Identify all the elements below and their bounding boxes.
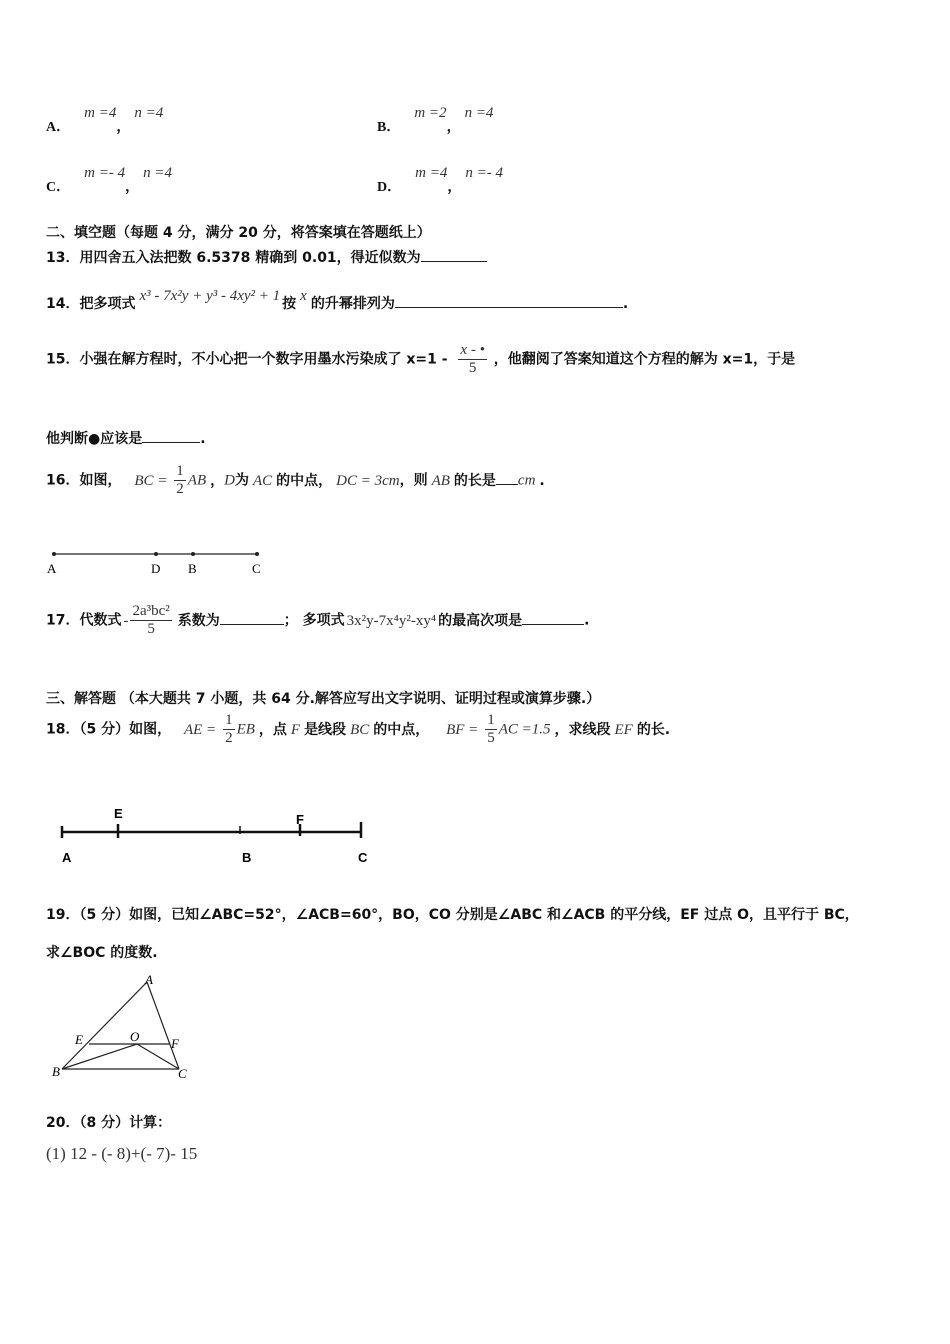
label-c: C [358, 850, 368, 865]
question-17-frac-num: 2a³bc² [132, 603, 170, 619]
section-2-heading: 二、填空题（每题 4 分，满分 20 分，将答案填在答题纸上） [46, 225, 431, 241]
question-18-lhs2: BF = [446, 721, 479, 738]
question-17-t2: ； 多项式 [283, 612, 345, 629]
question-17-minus: - [123, 612, 129, 629]
label-e: E [75, 1032, 83, 1047]
question-14-mid: 按 [282, 296, 297, 312]
option-b-sep: ， [446, 119, 461, 135]
question-18-prefix: 18．（5 分）如图， [46, 721, 172, 738]
question-16-t4: ，则 [399, 472, 428, 489]
question-15-fraction [458, 342, 486, 377]
question-16-frac-num: 1 [176, 463, 184, 479]
label-c: C [178, 1066, 187, 1081]
question-16-t2: 为 [234, 472, 249, 489]
segment-bo [62, 1044, 137, 1069]
question-15-prefix: 15．小强在解方程时，不小心把一个数字用墨水污染成了 x=1 - [46, 351, 448, 368]
question-16-fraction [174, 463, 186, 498]
question-18-frac1-num: 1 [225, 712, 233, 728]
question-17-t1: 系数为 [177, 612, 220, 629]
question-16-d: D [224, 472, 235, 489]
question-18-frac2-den: 5 [487, 730, 495, 746]
question-15-frac-num: x - • [460, 342, 485, 358]
label-d: D [151, 561, 161, 576]
answer-blank-14[interactable] [395, 293, 623, 308]
question-18-fraction-1 [223, 712, 235, 747]
label-a: A [145, 972, 153, 987]
side-ac [147, 982, 179, 1069]
question-18-t4: ，求线段 [554, 721, 611, 738]
question-18-t2: 是线段 [304, 721, 347, 738]
question-16-ac: AC [252, 472, 273, 489]
question-20-heading: 20．（8 分）计算： [46, 1115, 172, 1131]
question-17-end: . [584, 612, 590, 629]
question-18-rhs: EB [236, 721, 255, 738]
question-18-t5: 的长. [636, 721, 671, 738]
point-c [255, 552, 259, 556]
answer-blank-15[interactable] [142, 428, 200, 443]
question-15-line2-end: . [200, 431, 206, 447]
option-c-letter: C． [46, 180, 71, 195]
label-o: O [130, 1029, 140, 1044]
question-18-frac1-den: 2 [225, 730, 233, 746]
label-c: C [252, 561, 261, 576]
question-16-dc: DC = 3cm [336, 472, 400, 489]
question-17-frac-den: 5 [147, 621, 155, 637]
question-16-end: . [539, 472, 545, 489]
question-15-frac-den: 5 [468, 360, 477, 376]
question-16-t1: ， [210, 472, 225, 489]
question-18-f: F [290, 721, 301, 738]
label-b: B [242, 850, 252, 865]
question-16-t3: 的中点， [276, 472, 333, 489]
option-a-n: n =4 [134, 105, 164, 121]
question-20-expr: (1) 12 - (- 8)+(- 7)- 15 [46, 1144, 198, 1163]
question-14-prefix: 14．把多项式 [46, 296, 136, 312]
label-e: E [114, 806, 123, 821]
option-c [46, 162, 172, 195]
figure-18-segment [52, 800, 382, 870]
answer-blank-17a[interactable] [220, 610, 284, 625]
question-16-lhs: BC = [134, 472, 168, 489]
section-3-heading: 三、解答题 （本大题共 7 小题，共 64 分.解答应写出文字说明、证明过程或演算步骤.） [46, 691, 601, 707]
option-d-n: n =- 4 [465, 165, 503, 181]
question-19-line2: 求∠BOC 的度数. [46, 945, 158, 961]
question-18-lhs: AE = [183, 721, 217, 738]
question-18-fraction-2 [485, 712, 497, 747]
question-14-var: x [300, 288, 307, 304]
side-ab [62, 982, 147, 1069]
question-15-line2 [46, 428, 206, 448]
label-a: A [47, 561, 57, 576]
option-b-m: m =2 [414, 105, 447, 121]
point-d [154, 552, 158, 556]
answer-blank-17b[interactable] [522, 610, 584, 625]
question-14-end: . [622, 296, 629, 312]
option-b-n: n =4 [464, 105, 494, 121]
option-a-m: m =4 [84, 105, 117, 121]
question-17-t3: 的最高次项是 [438, 612, 523, 629]
label-f: F [296, 812, 304, 827]
question-13-text: 13．用四舍五入法把数 6.5378 精确到 0.01，得近似数为 [46, 250, 421, 266]
label-b: B [188, 561, 197, 576]
label-f: F [171, 1036, 179, 1051]
question-16-rhs: AB [187, 472, 207, 489]
question-16-unit: cm [517, 472, 536, 489]
figure-19-triangle [44, 970, 204, 1090]
option-a-letter: A． [46, 120, 71, 135]
question-18-ef: EF [614, 721, 633, 738]
option-d-letter: D． [377, 180, 402, 195]
question-18-rhs2: AC =1.5 [498, 721, 551, 738]
option-d-sep: ， [447, 179, 462, 195]
label-b: B [52, 1064, 60, 1079]
question-18-t3: 的中点， [373, 721, 430, 738]
option-b [377, 102, 494, 135]
question-18-t1: ，点 [258, 721, 287, 738]
question-15 [46, 342, 795, 377]
question-15-suffix: ，他翻阅了答案知道这个方程的解为 x=1，于是 [493, 351, 796, 368]
option-a [46, 102, 164, 135]
option-c-sep: ， [125, 179, 140, 195]
point-b [191, 552, 195, 556]
question-15-line2-text: 他判断●应该是 [46, 431, 143, 447]
question-17 [46, 603, 589, 638]
question-18-frac2-num: 1 [487, 712, 495, 728]
question-14-expr: x³ - 7x²y + y³ - 4xy² + 1 [139, 288, 281, 304]
question-16-prefix: 16．如图， [46, 472, 122, 489]
question-16-t5: 的长是 [453, 472, 496, 489]
point-a [52, 552, 56, 556]
question-17-fraction [130, 603, 171, 638]
question-16 [46, 463, 545, 498]
question-16-ab: AB [431, 472, 450, 489]
option-d [377, 162, 503, 195]
option-b-letter: B． [377, 120, 401, 135]
question-14 [46, 285, 629, 312]
answer-blank-16[interactable] [496, 470, 518, 485]
question-16-frac-den: 2 [176, 481, 184, 497]
option-d-m: m =4 [415, 165, 448, 181]
question-19-line1: 19．（5 分）如图，已知∠ABC=52°，∠ACB=60°，BO，CO 分别是∠ABC 和∠ACB 的平分线，EF 过点 O，且平行于 BC， [46, 907, 859, 923]
answer-blank-13[interactable] [421, 247, 487, 262]
option-a-sep: ， [116, 119, 131, 135]
question-13 [46, 247, 487, 267]
question-17-prefix: 17．代数式 [46, 612, 122, 629]
option-c-n: n =4 [143, 165, 172, 181]
question-17-poly: 3x²y-7x⁴y²-xy⁴ [346, 612, 437, 629]
figure-16-segment [40, 545, 280, 581]
label-a: A [62, 850, 72, 865]
question-14-suffix: 的升幂排列为 [310, 296, 395, 312]
question-18 [46, 712, 670, 747]
option-c-m: m =- 4 [84, 165, 126, 181]
question-18-bc: BC [350, 721, 370, 738]
